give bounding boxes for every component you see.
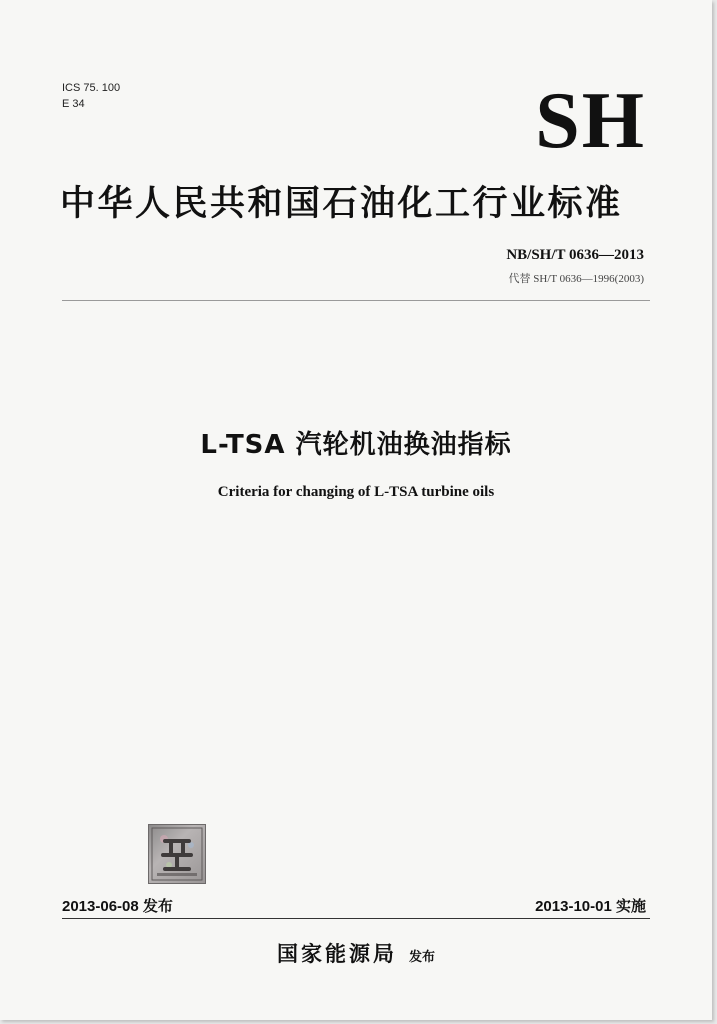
document-title-english: Criteria for changing of L-TSA turbine oils <box>217 484 495 500</box>
replaces-standard: 代替 SH/T 0636—1996(2003) <box>508 273 644 285</box>
seal-emblem-icon <box>149 825 205 883</box>
publisher-label: 发布 <box>408 950 435 965</box>
sh-logo: SH <box>535 77 646 165</box>
effective-date: 2013-10-01 实施 <box>535 898 646 915</box>
industry-standard-title: 中华人民共和国石油化工行业标准 <box>60 184 623 224</box>
header-divider <box>62 300 650 301</box>
footer-divider <box>62 918 650 919</box>
document-title-chinese: L-TSA 汽轮机油换油指标 <box>200 430 512 460</box>
ccs-code: E 34 <box>62 98 85 110</box>
anti-counterfeit-seal <box>148 824 206 884</box>
issue-date: 2013-06-08 发布 <box>62 898 173 915</box>
ics-code: ICS 75. 100 <box>62 82 121 94</box>
publisher-line <box>0 938 712 968</box>
standard-number: NB/SH/T 0636—2013 <box>506 247 644 263</box>
publisher-name: 国家能源局 <box>276 942 397 966</box>
classification-codes <box>62 80 120 112</box>
